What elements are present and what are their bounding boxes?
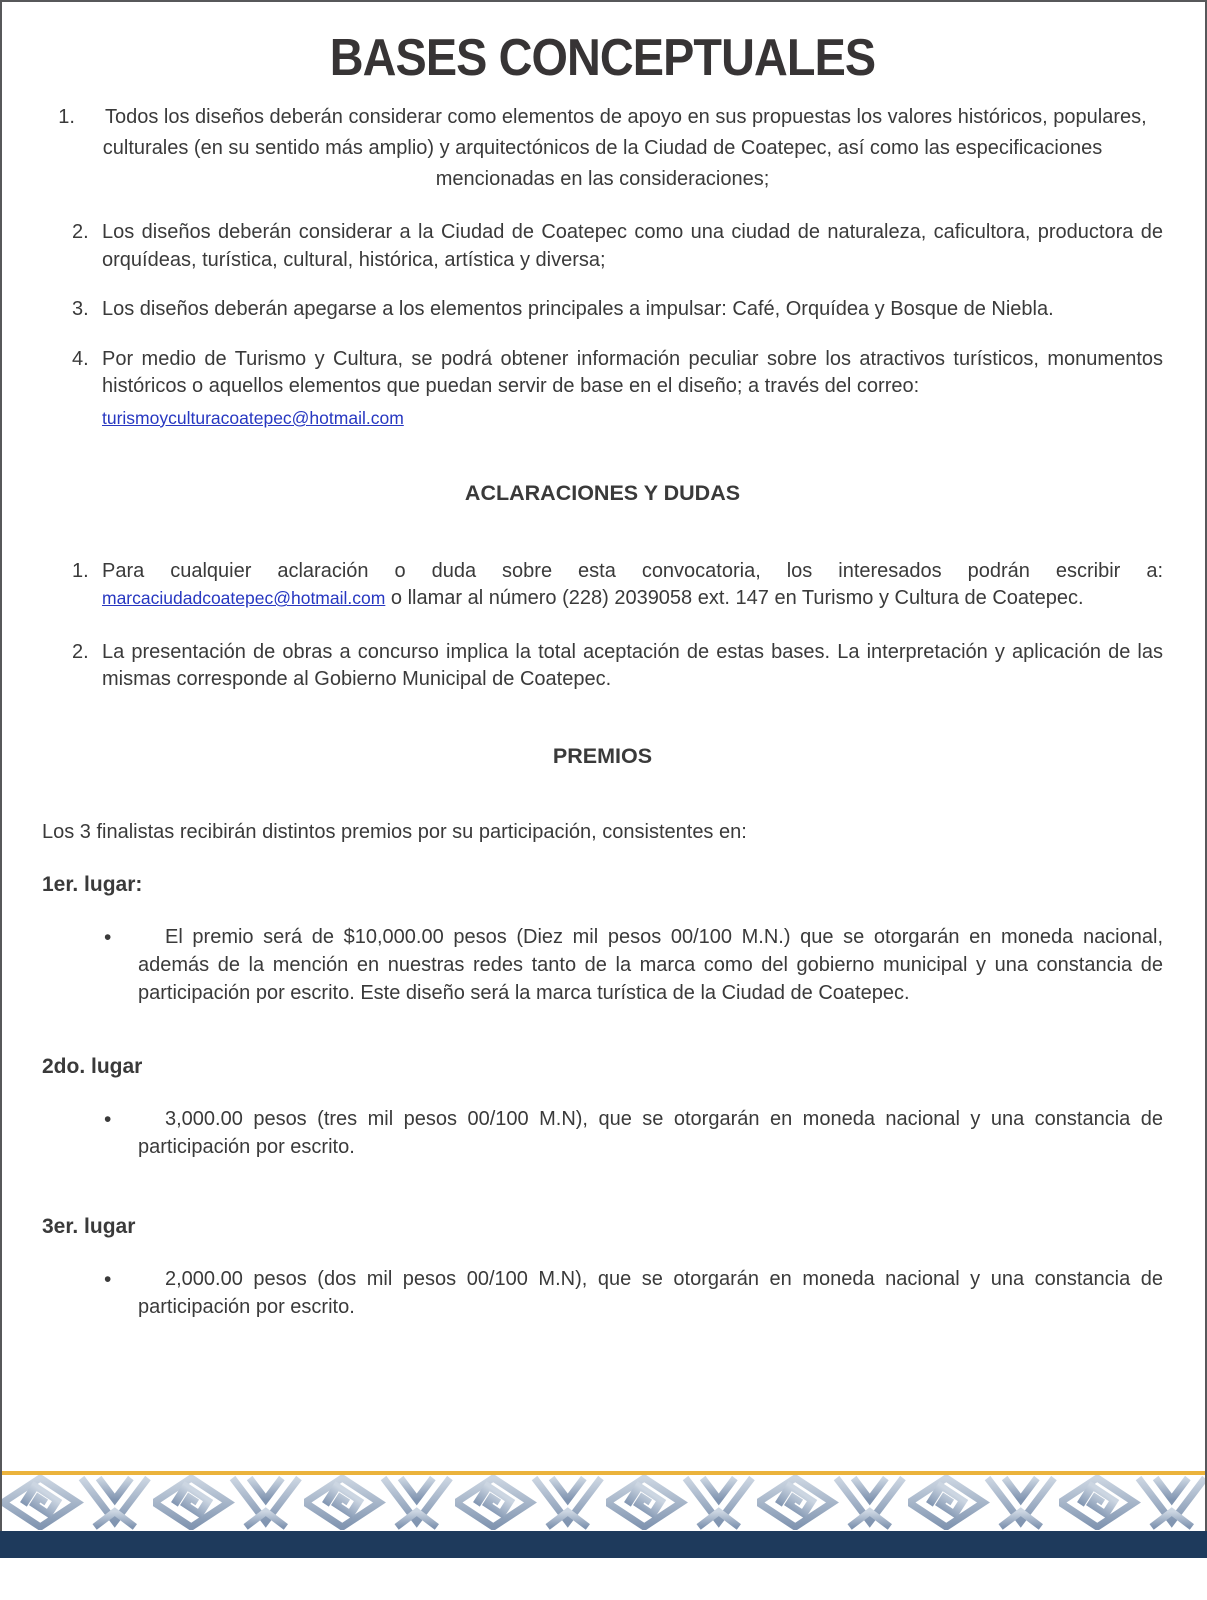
item-text: Los diseños deberán apegarse a los elementos principales a impulsar: Café, Orquídea y Bosque de Niebla. <box>102 298 1054 321</box>
aclaraciones-item-1 <box>72 558 1163 613</box>
premios-intro: Los 3 finalistas recibirán distintos premios por su participación, consistentes en: <box>42 820 747 843</box>
item-number: 1. <box>58 106 75 128</box>
item-text-run: o llamar al número (228) 2039058 ext. 147 en Turismo y Cultura de Coatepec. <box>390 587 1084 610</box>
section-heading-aclaraciones: ACLARACIONES Y DUDAS <box>464 480 741 505</box>
footer-pattern-band <box>2 1475 1205 1530</box>
place-label-2: 2do. lugar <box>42 1054 143 1078</box>
bases-item-2 <box>72 219 1163 274</box>
greca-tile <box>304 1475 455 1530</box>
item-text: La presentación de obras a concurso implica la total aceptación de estas bases. La interpretación y aplicación de las mismas corresponde al Gobierno Municipal de Coatepec. <box>102 640 1163 691</box>
bullet-text: 3,000.00 pesos (tres mil pesos 00/100 M.N), que se otorgarán en moneda nacional y una constancia de participación por escrito. <box>138 1107 1163 1158</box>
greca-tile <box>757 1475 908 1530</box>
aclaraciones-item-2 <box>72 639 1163 694</box>
item-text-run: Para cualquier aclaración o duda sobre esta convocatoria, los interesados podrán escribir a: <box>102 559 1163 582</box>
item-text <box>102 346 1163 433</box>
greca-tile <box>153 1475 304 1530</box>
place-label-3: 3er. lugar <box>42 1214 136 1238</box>
bases-item-4 <box>72 346 1163 433</box>
prize-bullet-3 <box>104 1265 1163 1321</box>
greca-tile <box>1059 1475 1205 1530</box>
item-number: 4. <box>72 347 89 370</box>
greca-tile <box>2 1475 153 1530</box>
bases-item-1 <box>42 102 1163 195</box>
prize-bullet-1 <box>104 923 1163 1007</box>
greca-tile <box>606 1475 757 1530</box>
bullet-text: 2,000.00 pesos (dos mil pesos 00/100 M.N), que se otorgarán en moneda nacional y una constancia de participación por escrito. <box>138 1267 1163 1318</box>
greca-tile <box>455 1475 606 1530</box>
bullet-text: El premio será de $10,000.00 pesos (Diez mil pesos 00/100 M.N.) que se otorgarán en moneda nacional, además de la mención en nuestras redes tanto de la marca como del gobierno municipal y una constancia de participación por escrito. Este diseño será la marca turística de la Ciudad de Coatepec. <box>138 925 1163 1004</box>
bullet-icon: • <box>104 1267 112 1291</box>
tourism-email-link[interactable]: turismoyculturacoatepec@hotmail.com <box>102 407 404 428</box>
item-number: 1. <box>72 559 89 582</box>
item-text: Todos los diseños deberán considerar como elementos de apoyo en sus propuestas los valores históricos, populares, culturales (en su sentido más amplio) y arquitectónicos de la Ciudad de Coatepec, así como las especificaciones mencionadas en las consideraciones; <box>102 106 1147 190</box>
place-label-1: 1er. lugar: <box>42 872 143 896</box>
bases-item-3 <box>72 296 1163 324</box>
bullet-icon: • <box>104 1107 112 1131</box>
greca-tile <box>908 1475 1059 1530</box>
item-text <box>102 558 1163 613</box>
brand-email-link[interactable]: marcaciudadcoatepec@hotmail.com <box>102 588 386 609</box>
bullet-icon: • <box>104 925 112 949</box>
page-title: BASES CONCEPTUALES <box>329 29 876 87</box>
item-text: Los diseños deberán considerar a la Ciudad de Coatepec como una ciudad de naturaleza, caficultora, productora de orquídeas, turística, cultural, histórica, artística y diversa; <box>102 221 1163 271</box>
item-number: 2. <box>72 640 89 663</box>
prize-bullet-2 <box>104 1105 1163 1161</box>
item-number: 3. <box>72 298 89 321</box>
item-number: 2. <box>72 221 89 243</box>
section-heading-premios: PREMIOS <box>552 743 653 768</box>
item-text-run: Por medio de Turismo y Cultura, se podrá obtener información peculiar sobre los atractivos turísticos, monumentos históricos o aquellos elementos que puedan servir de base en el diseño; a través del correo: <box>102 347 1163 398</box>
footer-navy-band <box>0 1531 1207 1558</box>
